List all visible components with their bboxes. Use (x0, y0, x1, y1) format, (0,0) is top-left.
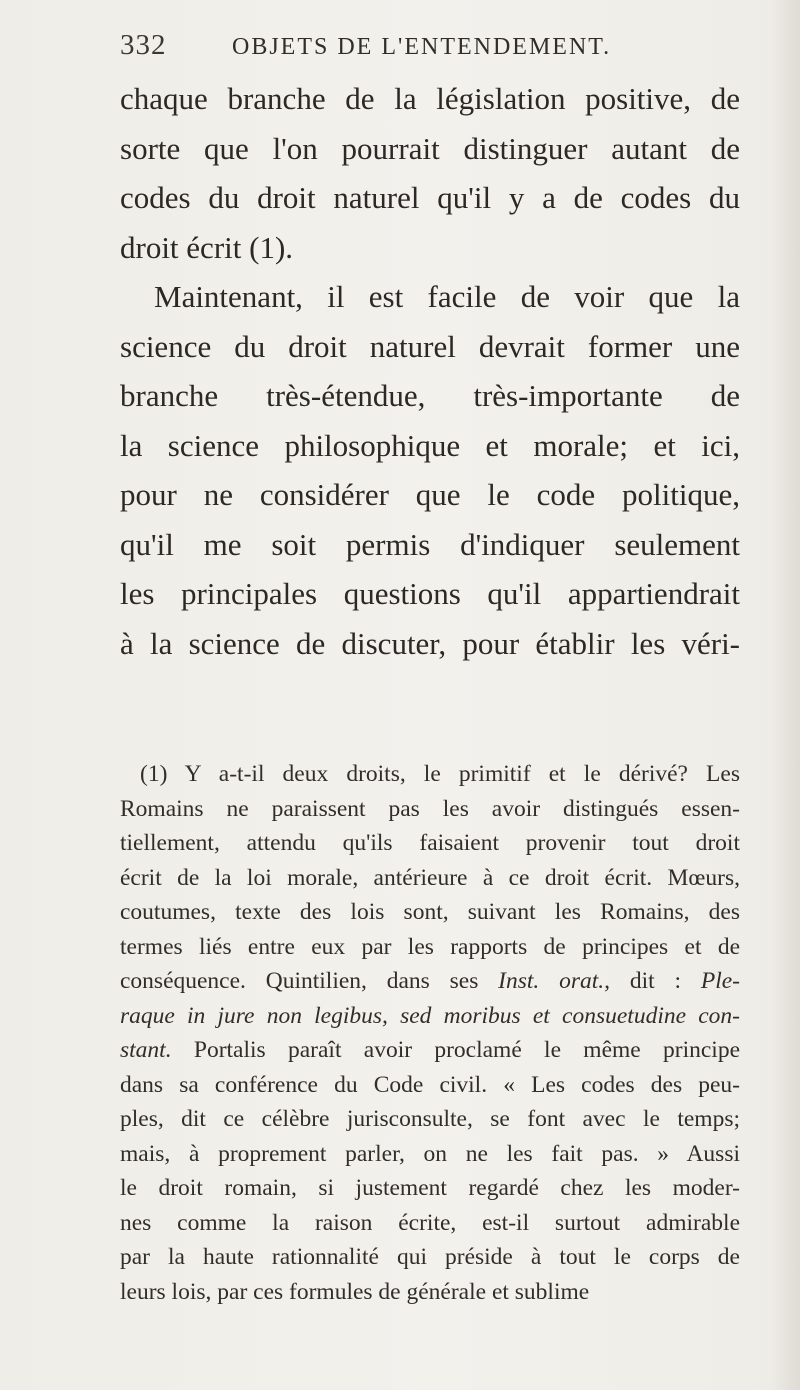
running-title: OBJETS DE L'ENTENDEMENT. (232, 34, 612, 60)
latin-quote: stant. (120, 1037, 172, 1063)
page-header (120, 24, 740, 64)
text-line: à la science de discuter, pour établir les véri- (120, 625, 740, 661)
footnote-line: Romains ne paraissent pas les avoir distingués essen- (120, 795, 740, 822)
text-line: la science philosophique et morale; et ici, (120, 427, 740, 463)
footnote-line: tiellement, attendu qu'ils faisaient provenir tout droit (120, 830, 740, 856)
footnote-line: ples, dit ce célèbre jurisconsulte, se font avec le temps; (120, 1106, 740, 1132)
text-line: droit écrit (1). (120, 229, 294, 265)
footnote-line: par la haute rationnalité qui préside à tout le corps de (120, 1244, 740, 1270)
footnote-line: dans sa conférence du Code civil. « Les codes des peu- (120, 1071, 740, 1098)
main-text (120, 74, 740, 668)
footnote-line: (1) Y a-t-il deux droits, le primitif et le dérivé? Les (140, 761, 740, 787)
page-number: 332 (120, 29, 167, 61)
footnote-line: mais, à proprement parler, on ne les fait pas. » Aussi (120, 1140, 740, 1167)
footnote-line-with-citation (120, 964, 740, 999)
footnote-text: conséquence. Quintilien, dans ses (120, 968, 499, 994)
text-line: qu'il me soit permis d'indiquer seulement (120, 526, 740, 562)
text-line: chaque branche de la législation positive, de (120, 81, 740, 116)
text-line: branche très-étendue, très-importante de (120, 378, 740, 413)
footnote-line: termes liés entre eux par les rapports de principes et de (120, 933, 740, 960)
footnote-line: écrit de la loi morale, antérieure à ce droit écrit. Mœurs, (120, 864, 740, 891)
page-edge-shadow (770, 0, 800, 1390)
footnote-text: dit : (610, 968, 701, 994)
paragraph-start-line: Maintenant, il est facile de voir que la (154, 279, 740, 314)
footnote-line: leurs lois, par ces formules de générale et sublime (120, 1278, 590, 1305)
text-line: les principales questions qu'il appartiendrait (120, 576, 740, 611)
footnote-line: le droit romain, si justement regardé chez les moder- (120, 1175, 740, 1201)
text-line: codes du droit naturel qu'il y a de codes du (120, 180, 740, 215)
footnote-text: Portalis paraît avoir proclamé le même principe (171, 1037, 740, 1063)
text-line: pour ne considérer que le code politique, (120, 477, 740, 512)
text-line: science du droit naturel devrait former une (120, 328, 740, 364)
latin-quote: Ple- (700, 968, 740, 994)
latin-quote-line: raque in jure non legibus, sed moribus et consuetudine con- (120, 1002, 740, 1029)
footnote-line: coutumes, texte des lois sont, suivant les Romains, des (120, 899, 740, 925)
citation-title: Inst. orat., (498, 968, 611, 994)
text-line: sorte que l'on pourrait distinguer autant de (120, 130, 740, 166)
footnote (120, 757, 740, 1309)
footnote-line (120, 1033, 740, 1068)
footnote-line: nes comme la raison écrite, est-il surtout admirable (120, 1209, 740, 1236)
